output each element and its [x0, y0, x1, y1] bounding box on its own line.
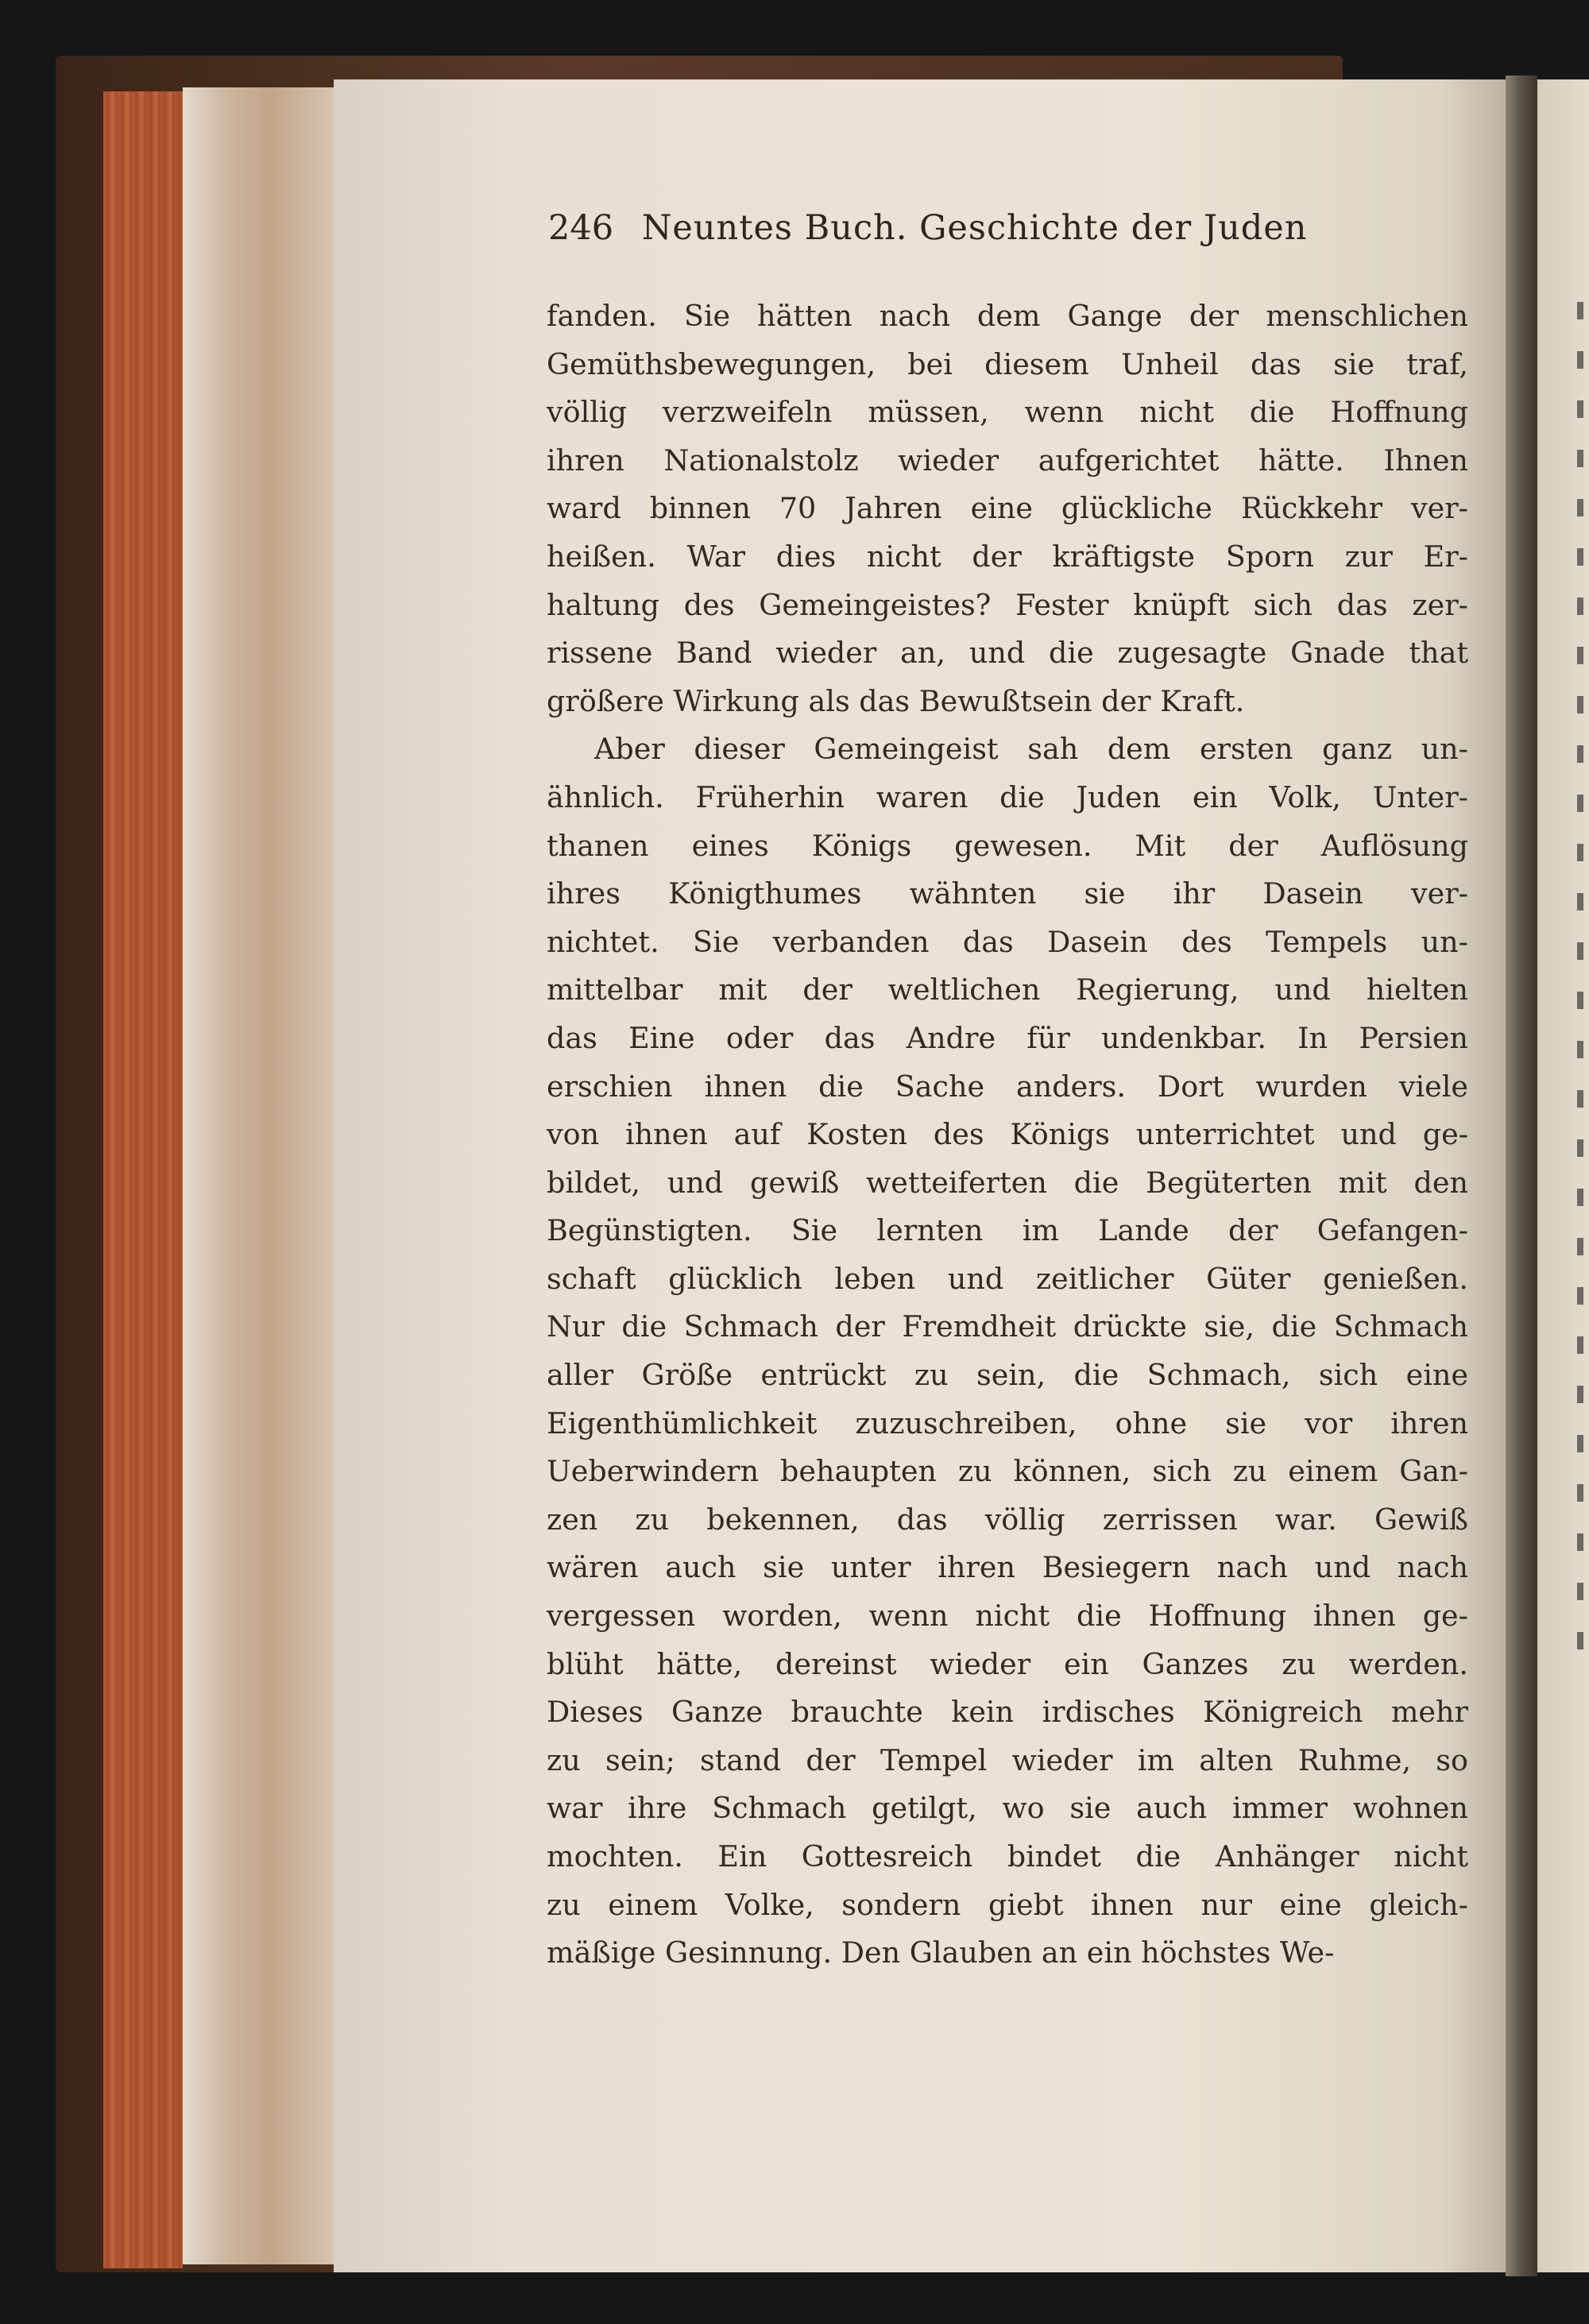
running-title: Neuntes Buch. Geschichte der Juden [641, 208, 1308, 248]
text-line: wären auch sie unter ihren Besiegern nach und nach [547, 1550, 1468, 1585]
book-gutter [1506, 75, 1537, 2276]
text-line: heißen. War dies nicht der kräftigste Sporn zur Er- [547, 539, 1468, 574]
text-line: rissene Band wieder an, und die zugesagte Gnade that [547, 636, 1468, 671]
text-line: mochten. Ein Gottesreich bindet die Anhänger nicht [547, 1839, 1468, 1874]
text-line: mittelbar mit der weltlichen Regierung, und hielten [547, 973, 1468, 1007]
text-line: schaft glücklich leben und zeitlicher Güter genießen. [547, 1261, 1468, 1296]
text-line: Eigenthümlichkeit zuzuschreiben, ohne sie vor ihren [547, 1406, 1468, 1440]
text-line: ward binnen 70 Jahren eine glückliche Rückkehr ver- [547, 491, 1468, 526]
text-line: zu einem Volke, sondern giebt ihnen nur eine gleich- [547, 1887, 1468, 1922]
text-line: von ihnen auf Kosten des Königs unterrichtet und ge- [547, 1117, 1468, 1152]
red-page-edges [103, 91, 183, 2268]
text-line: zen zu bekennen, das völlig zerrissen war. Gewiß [547, 1502, 1468, 1537]
text-line: blüht hätte, dereinst wieder ein Ganzes zu werden. [547, 1646, 1468, 1681]
body-text [547, 292, 1468, 1978]
text-line: Nur die Schmach der Fremdheit drückte sie, die Schmach [547, 1309, 1468, 1344]
text-line: thanen eines Königs gewesen. Mit der Auflösung [547, 828, 1468, 863]
facing-page-text-fragments [1577, 302, 1583, 1653]
text-line: das Eine oder das Andre für undenkbar. In Persien [547, 1020, 1468, 1055]
text-line: größere Wirkung als das Bewußtsein der Kraft. [547, 683, 1245, 718]
page-stack [183, 87, 342, 2264]
text-line: ähnlich. Früherhin waren die Juden ein Volk, Unter- [547, 779, 1468, 814]
text-line: Aber dieser Gemeingeist sah dem ersten ganz un- [594, 732, 1468, 767]
text-line: bildet, und gewiß wetteiferten die Begüterten mit den [547, 1165, 1468, 1200]
text-line: Begünstigten. Sie lernten im Lande der Gefangen- [547, 1213, 1468, 1248]
text-line: erschien ihnen die Sache anders. Dort wurden viele [547, 1069, 1468, 1104]
text-line: mäßige Gesinnung. Den Glauben an ein höchstes We- [547, 1935, 1335, 1970]
text-line: Dieses Ganze brauchte kein irdisches Königreich mehr [547, 1695, 1468, 1730]
text-line: vergessen worden, wenn nicht die Hoffnung ihnen ge- [547, 1599, 1468, 1634]
text-line: zu sein; stand der Tempel wieder im alten Ruhme, so [547, 1742, 1468, 1777]
running-header [548, 208, 1462, 248]
page-number: 246 [548, 208, 614, 248]
text-line: haltung des Gemeingeistes? Fester knüpft sich das zer- [547, 587, 1468, 622]
text-line: war ihre Schmach getilgt, wo sie auch immer wohnen [547, 1791, 1468, 1826]
text-line: Ueberwindern behaupten zu können, sich zu einem Gan- [547, 1454, 1468, 1489]
text-line: ihren Nationalstolz wieder aufgerichtet hätte. Ihnen [547, 443, 1468, 478]
text-line: nichtet. Sie verbanden das Dasein des Tempels un- [547, 924, 1468, 959]
text-line: fanden. Sie hätten nach dem Gange der menschlichen [547, 299, 1468, 333]
text-line: ihres Königthumes wähnten sie ihr Dasein ver- [547, 876, 1468, 911]
text-line: aller Größe entrückt zu sein, die Schmach, sich eine [547, 1358, 1468, 1393]
text-line: Gemüthsbewegungen, bei diesem Unheil das sie traf, [547, 346, 1468, 381]
text-line: völlig verzweifeln müssen, wenn nicht die Hoffnung [547, 395, 1468, 430]
